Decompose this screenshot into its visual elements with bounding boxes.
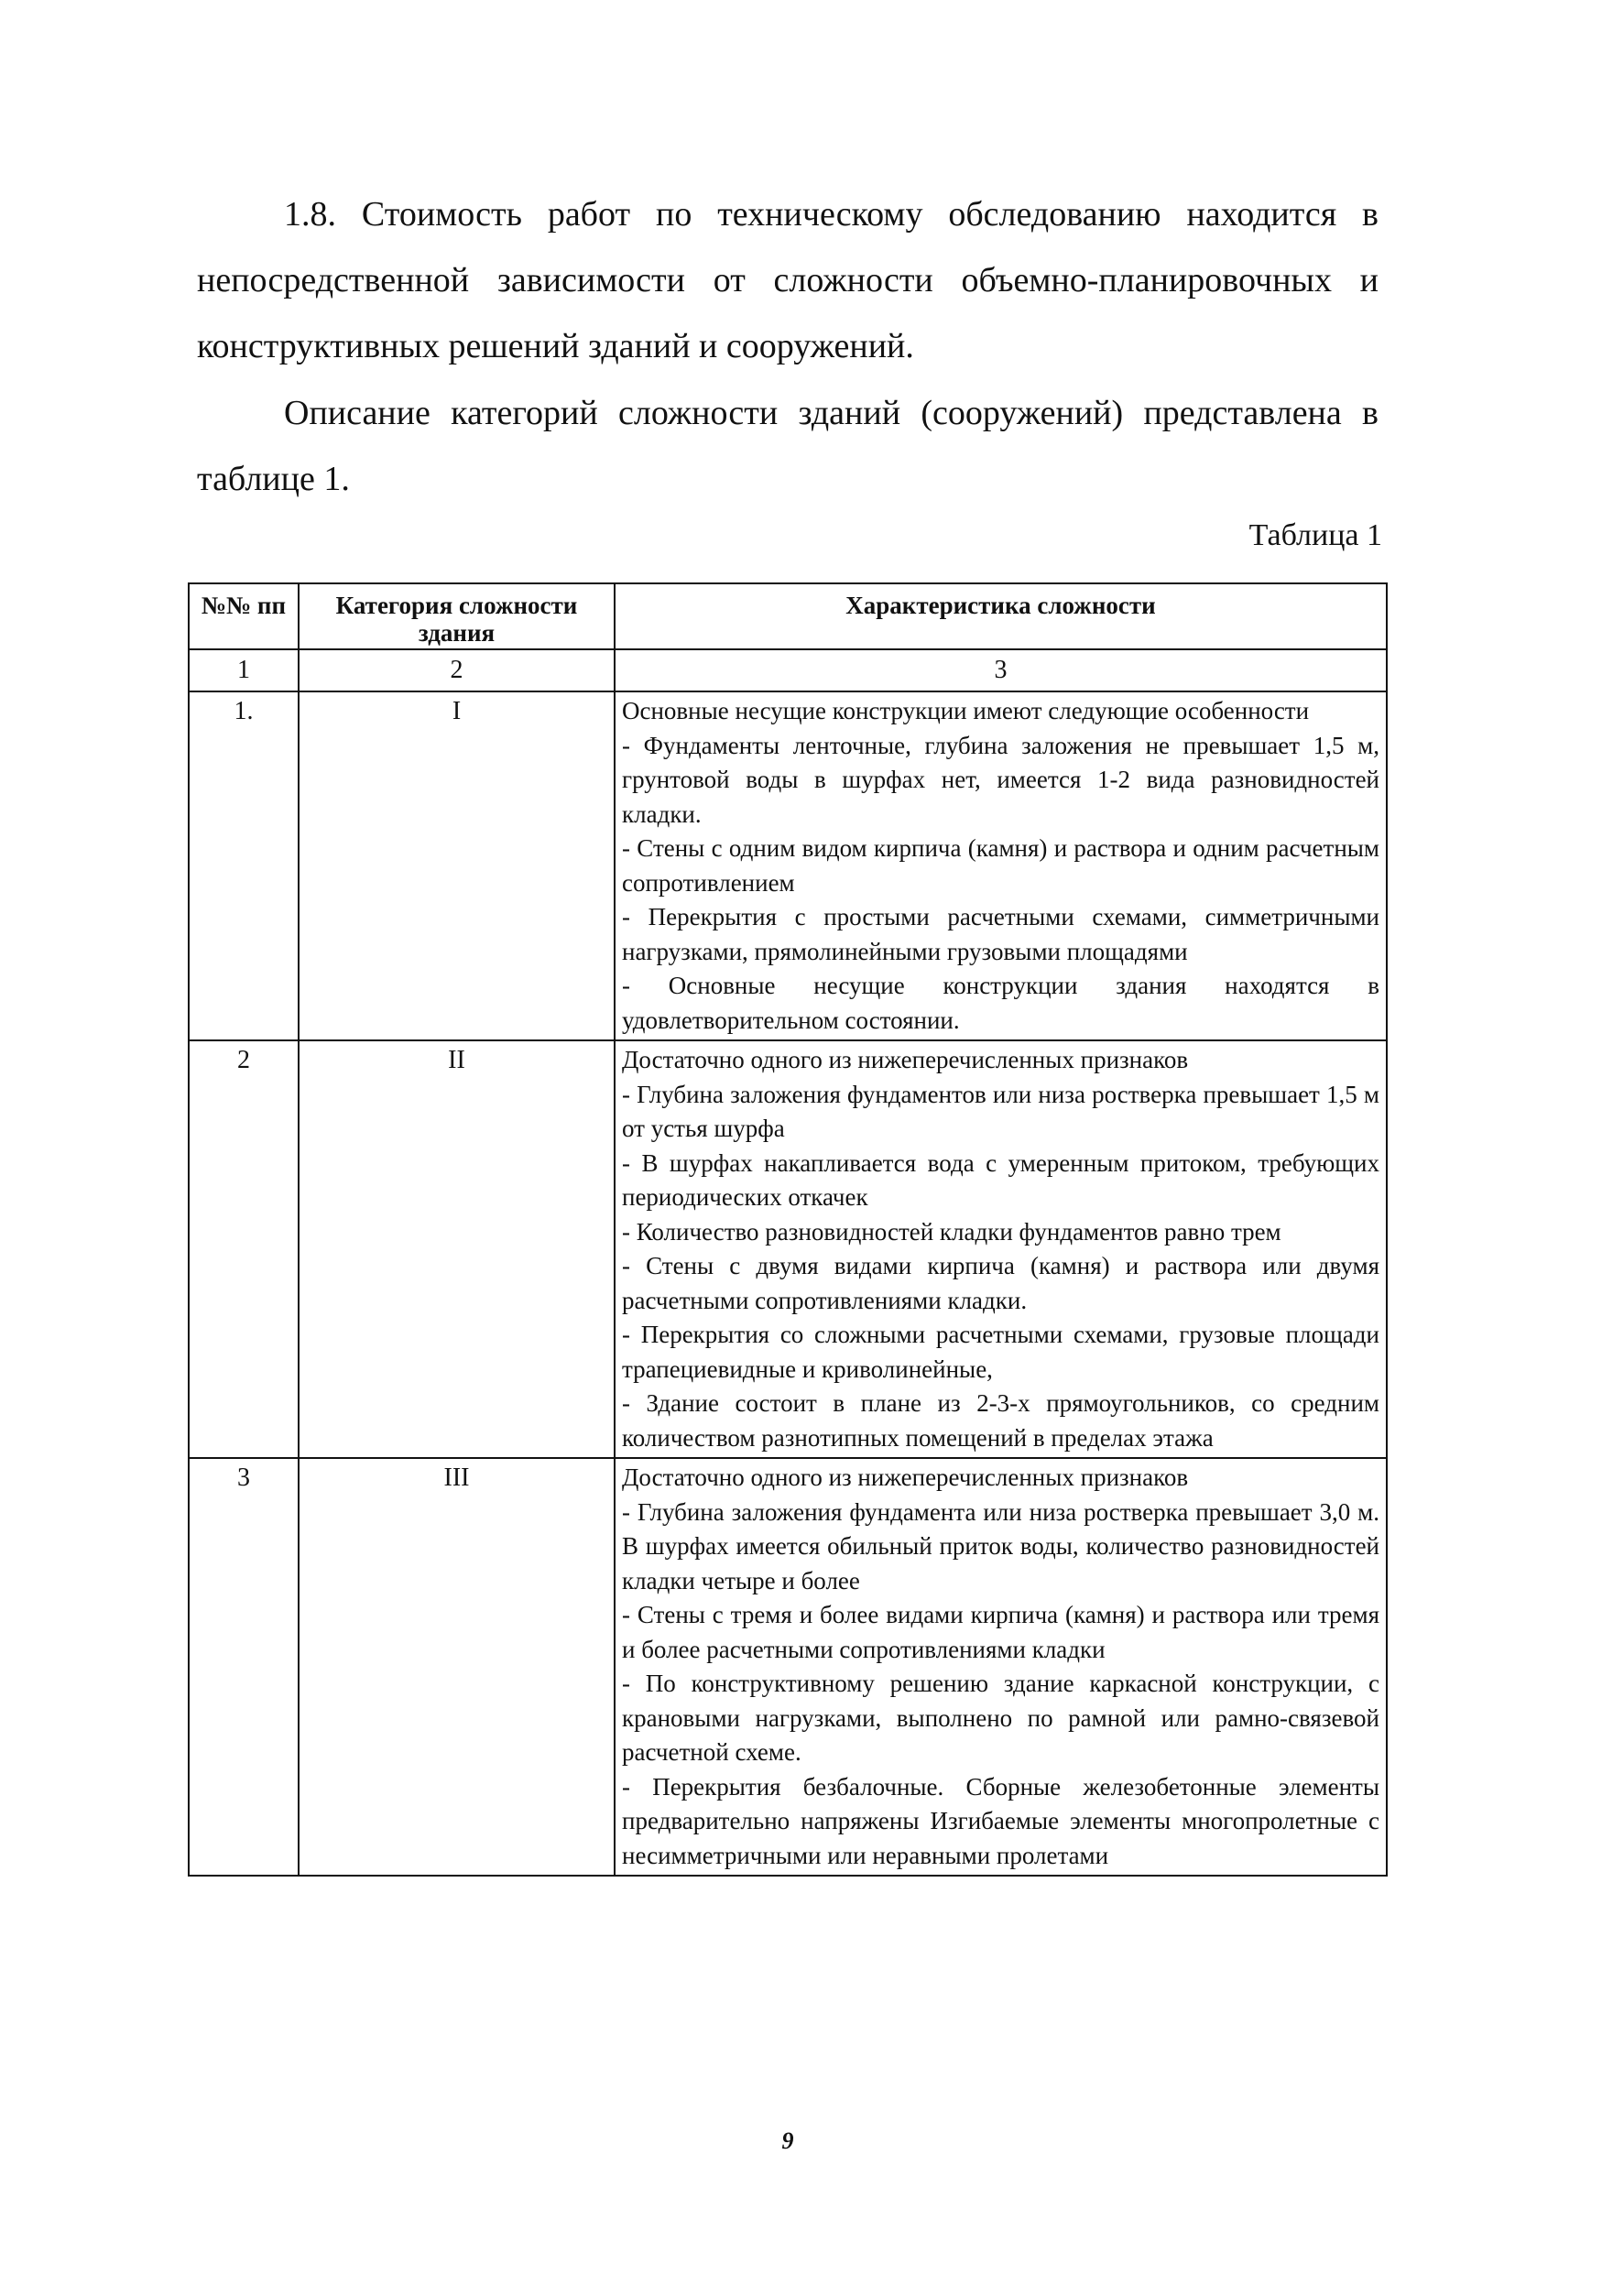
characteristic-line: - Количество разновидностей кладки фундаментов равно трем <box>622 1217 1281 1246</box>
row-number: 1. <box>189 691 299 1040</box>
complexity-categories-table <box>188 582 1388 1877</box>
characteristic-line: - Стены с одним видом кирпича (камня) и раствора и одним расчетным сопротивлением <box>622 834 1379 897</box>
characteristic-line: - Глубина заложения фундамента или низа ростверка превышает 3,0 м. В шурфах имеется обильный приток воды, количество разновидностей кладки четыре и более <box>622 1497 1379 1594</box>
table-caption: Таблица 1 <box>1248 518 1382 552</box>
row-characteristic <box>615 691 1387 1040</box>
characteristic-line: - Стены с двумя видами кирпича (камня) и раствора или двумя расчетными сопротивлениями кладки. <box>622 1252 1379 1314</box>
row-number: 3 <box>189 1458 299 1876</box>
characteristic-line: - Фундаменты ленточные, глубина заложения не превышает 1,5 м, грунтовой воды в шурфах нет, имеется 1-2 вида разновидностей кладки. <box>622 731 1379 828</box>
characteristic-line: - Здание состоит в плане из 2-3-х прямоугольников, со средним количеством разнотипных помещений в пределах этажа <box>622 1389 1379 1452</box>
characteristic-line: - Стены с тремя и более видами кирпича (камня) и раствора или тремя и более расчетными сопротивлениями кладки <box>622 1601 1379 1663</box>
characteristic-line: Достаточно одного из нижеперечисленных признаков <box>622 1046 1189 1073</box>
characteristic-line: - Глубина заложения фундаментов или низа ростверка превышает 1,5 м от устья шурфа <box>622 1080 1379 1142</box>
characteristic-line: Достаточно одного из нижеперечисленных признаков <box>622 1464 1189 1491</box>
page-number: 9 <box>781 2127 794 2154</box>
column-number: 3 <box>615 649 1387 691</box>
characteristic-line: - По конструктивному решению здание каркасной конструкции, с крановыми нагрузками, выполнено по рамной или рамно-связевой расчетной схеме. <box>622 1670 1379 1766</box>
row-number: 2 <box>189 1040 299 1458</box>
characteristic-line: Основные несущие конструкции имеют следующие особенности <box>622 697 1310 724</box>
row-category: III <box>299 1458 615 1876</box>
row-characteristic <box>615 1458 1387 1876</box>
header-characteristic: Характеристика сложности <box>615 583 1387 649</box>
characteristic-line: - Основные несущие конструкции здания находятся в удовлетворительном состоянии. <box>622 972 1379 1034</box>
row-category: I <box>299 691 615 1040</box>
row-category: II <box>299 1040 615 1458</box>
table-header-row <box>189 583 1387 649</box>
row-characteristic <box>615 1040 1387 1458</box>
column-number: 2 <box>299 649 615 691</box>
column-number: 1 <box>189 649 299 691</box>
characteristic-line: - Перекрытия с простыми расчетными схемами, симметричными нагрузками, прямолинейными грузовыми площадями <box>622 903 1379 965</box>
paragraph-table-intro: Описание категорий сложности зданий (сооружений) представлена в таблице 1. <box>197 394 1379 498</box>
characteristic-line: - Перекрытия безбалочные. Сборные железобетонные элементы предварительно напряжены Изгибаемые элементы многопролетные с несимметричными или неравными пролетами <box>622 1772 1379 1869</box>
paragraph-cost-dependence: 1.8. Стоимость работ по техническому обследованию находится в непосредственной зависимости от сложности объемно-планировочных и конструктивных решений зданий и сооружений. <box>197 195 1379 365</box>
header-number: №№ пп <box>189 583 299 649</box>
column-number-row <box>189 649 1387 691</box>
table-row <box>189 691 1387 1040</box>
characteristic-line: - Перекрытия со сложными расчетными схемами, грузовые площади трапециевидные и криволинейные, <box>622 1321 1379 1383</box>
header-category: Категория сложности здания <box>299 583 615 649</box>
table-row <box>189 1458 1387 1876</box>
characteristic-line: - В шурфах накапливается вода с умеренным притоком, требующих периодических откачек <box>622 1148 1379 1211</box>
table-row <box>189 1040 1387 1458</box>
